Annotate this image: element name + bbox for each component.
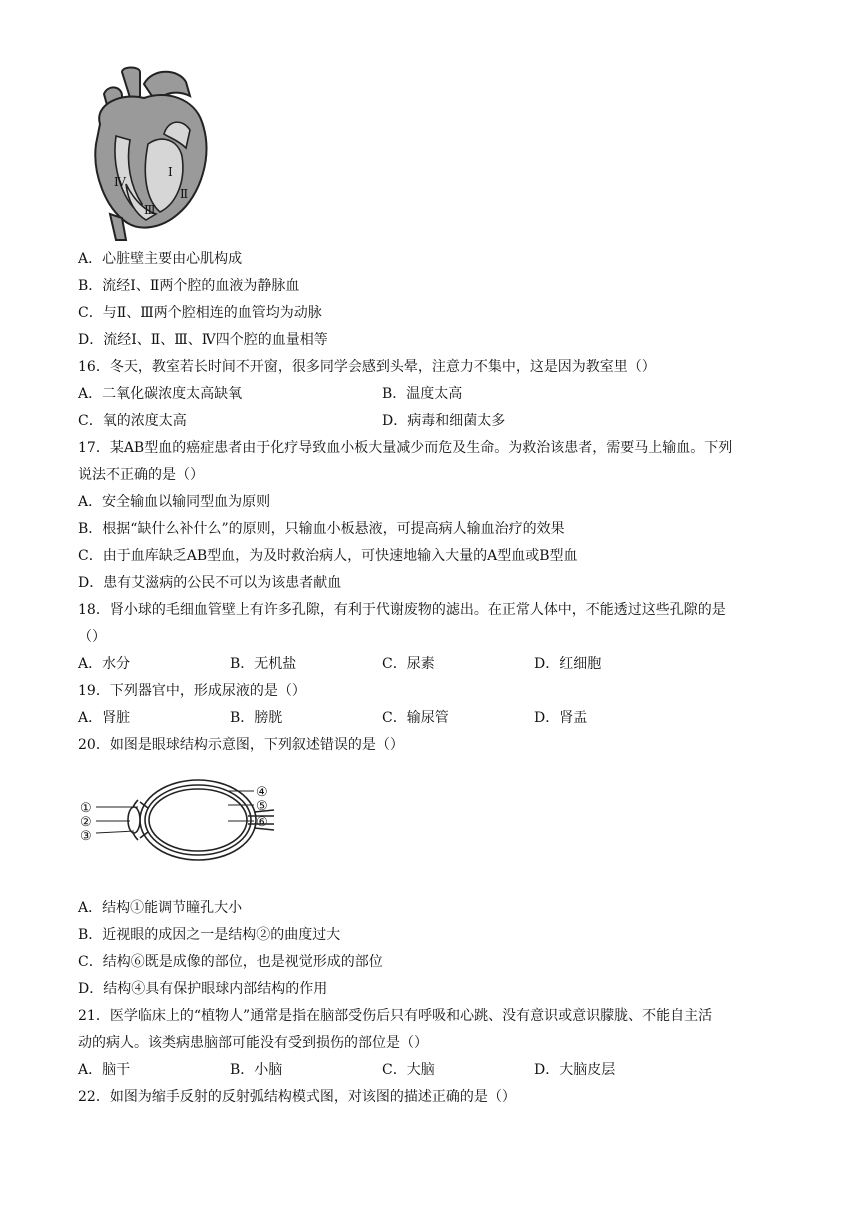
eye-label-3: ③ [80, 829, 92, 844]
q20-option-b[interactable]: B．近视眼的成因之一是结构②的曲度过大 [78, 927, 341, 943]
q16-option-c[interactable]: C．氧的浓度太高 [78, 413, 187, 429]
q15-option-d[interactable]: D．流经Ⅰ、Ⅱ、Ⅲ、Ⅳ四个腔的血量相等 [78, 332, 328, 348]
heart-label-iv: Ⅳ [114, 175, 126, 189]
heart-label-i: Ⅰ [168, 165, 173, 179]
q18-option-c[interactable]: C．尿素 [382, 656, 435, 672]
q15-option-b[interactable]: B．流经Ⅰ、Ⅱ两个腔的血液为静脉血 [78, 278, 300, 294]
q16-option-b[interactable]: B．温度太高 [382, 386, 463, 402]
q19-option-b[interactable]: B．膀胱 [230, 710, 283, 726]
heart-label-ii: Ⅱ [180, 187, 189, 201]
q20-option-d[interactable]: D．结构④具有保护眼球内部结构的作用 [78, 981, 328, 997]
q20-stem: 20．如图是眼球结构示意图，下列叙述错误的是（） [78, 737, 404, 753]
q20-option-c[interactable]: C．结构⑥既是成像的部位，也是视觉形成的部位 [78, 954, 383, 970]
q17-option-a[interactable]: A．安全输血以输同型血为原则 [78, 494, 271, 510]
eye-label-1: ① [80, 801, 92, 816]
eye-diagram [78, 776, 278, 866]
q21-option-a[interactable]: A．脑干 [78, 1062, 131, 1078]
heart-diagram [82, 64, 216, 244]
q17-option-c[interactable]: C．由于血库缺乏AB型血，为及时救治病人，可快速地输入大量的A型血或B型血 [78, 548, 578, 564]
q16-option-d[interactable]: D．病毒和细菌太多 [382, 413, 506, 429]
heart-figure [82, 64, 216, 244]
q21-option-c[interactable]: C．大脑 [382, 1062, 435, 1078]
q17-stem-line2: 说法不正确的是（） [78, 467, 204, 483]
eye-label-4: ④ [256, 785, 268, 800]
q18-stem-line2: （） [78, 629, 106, 645]
q17-option-b[interactable]: B．根据“缺什么补什么”的原则，只输血小板悬液，可提高病人输血治疗的效果 [78, 521, 565, 537]
q21-option-d[interactable]: D．大脑皮层 [534, 1062, 616, 1078]
q20-option-a[interactable]: A．结构①能调节瞳孔大小 [78, 900, 243, 916]
eye-label-5: ⑤ [256, 799, 268, 814]
eye-label-6: ⑥ [256, 815, 268, 830]
q19-stem: 19．下列器官中，形成尿液的是（） [78, 683, 306, 699]
q16-stem: 16．冬天，教室若长时间不开窗，很多同学会感到头晕，注意力不集中，这是因为教室里（） [78, 359, 656, 375]
heart-label-iii: Ⅲ [144, 203, 156, 217]
q21-option-b[interactable]: B．小脑 [230, 1062, 283, 1078]
eye-label-2: ② [80, 815, 92, 830]
q18-option-b[interactable]: B．无机盐 [230, 656, 297, 672]
q22-stem: 22．如图为缩手反射的反射弧结构模式图，对该图的描述正确的是（） [78, 1089, 516, 1105]
q17-option-d[interactable]: D．患有艾滋病的公民不可以为该患者献血 [78, 575, 342, 591]
q18-stem-line1: 18．肾小球的毛细血管壁上有许多孔隙，有利于代谢废物的滤出。在正常人体中，不能透过这些孔隙的是 [78, 602, 726, 618]
eye-figure [78, 776, 278, 866]
q21-stem-line2: 动的病人。该类病患脑部可能没有受到损伤的部位是（） [78, 1035, 428, 1051]
q19-option-d[interactable]: D．肾盂 [534, 710, 588, 726]
q18-option-a[interactable]: A．水分 [78, 656, 131, 672]
q21-stem-line1: 21．医学临床上的“植物人”通常是指在脑部受伤后只有呼吸和心跳、没有意识或意识朦胧、不能自主活 [78, 1008, 713, 1024]
q15-option-c[interactable]: C．与Ⅱ、Ⅲ两个腔相连的血管均为动脉 [78, 305, 322, 321]
q18-option-d[interactable]: D．红细胞 [534, 656, 602, 672]
q16-option-a[interactable]: A．二氧化碳浓度太高缺氧 [78, 386, 243, 402]
q17-stem-line1: 17．某AB型血的癌症患者由于化疗导致血小板大量减少而危及生命。为救治该患者，需要马上输血。下列 [78, 440, 733, 456]
q15-option-a[interactable]: A．心脏壁主要由心肌构成 [78, 251, 243, 267]
q19-option-c[interactable]: C．输尿管 [382, 710, 449, 726]
q19-option-a[interactable]: A．肾脏 [78, 710, 131, 726]
